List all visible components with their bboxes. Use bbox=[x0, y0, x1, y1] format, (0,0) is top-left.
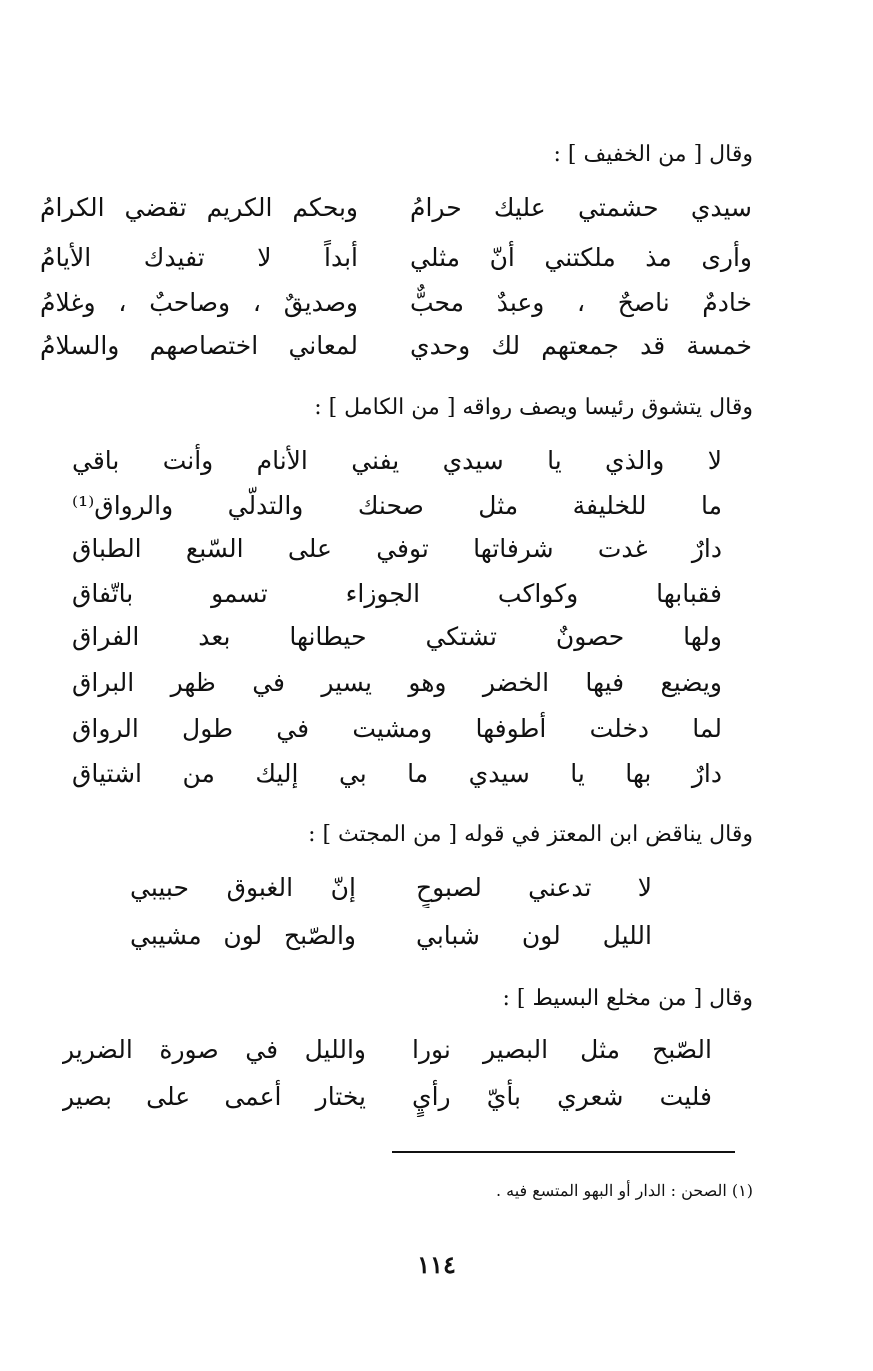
verse-hemistich-right: لا تدعني لصبوحٍ bbox=[416, 873, 652, 902]
verse-hemistich-left: والصّبح لون مشيبي bbox=[130, 921, 356, 950]
verse-hemistich-right: سيدي حشمتي عليك حرامُ bbox=[410, 193, 752, 222]
section-intro-mujtath: وقال يناقض ابن المعتز في قوله [ من المجتث ] : bbox=[308, 822, 753, 847]
verse-hemistich-right: خادمٌ ناصحٌ ، وعبدٌ محبٌّ bbox=[410, 288, 752, 317]
verse-line: دارٌ غدت شرفاتها توفي على السّبع الطباق bbox=[72, 534, 722, 563]
section-intro-khafif: وقال [ من الخفيف ] : bbox=[553, 142, 753, 167]
footnote-separator bbox=[392, 1151, 735, 1153]
section-intro-basit: وقال [ من مخلع البسيط ] : bbox=[502, 986, 753, 1011]
verse-line bbox=[130, 868, 652, 908]
verse-hemistich-left: أبداً لا تفيدك الأيامُ bbox=[40, 243, 358, 272]
page-number: ١١٤ bbox=[417, 1250, 456, 1279]
verse-hemistich-left: وبحكم الكريم تقضي الكرامُ bbox=[40, 193, 358, 222]
verse-line: ويضيع فيها الخضر وهو يسير في ظهر البراق bbox=[72, 668, 722, 697]
verse-line: دارٌ بها يا سيدي ما بي إليك من اشتياق bbox=[72, 759, 722, 788]
verse-line: لما دخلت أطوفها ومشيت في طول الرواق bbox=[72, 714, 722, 743]
verse-hemistich-right: الليل لون شبابي bbox=[416, 921, 652, 950]
verse-hemistich-left: لمعاني اختصاصهم والسلامُ bbox=[40, 331, 358, 360]
verse-line bbox=[40, 326, 752, 366]
verse-hemistich-right: الصّبح مثل البصير نورا bbox=[412, 1035, 712, 1064]
section-intro-kamil: وقال يتشوق رئيسا ويصف رواقه [ من الكامل ] : bbox=[314, 395, 753, 420]
verse-line: ما للخليفة مثل صحنك والتدلّي والرواق⁽¹⁾ bbox=[72, 491, 722, 520]
verse-line bbox=[62, 1077, 712, 1117]
verse-hemistich-left: والليل في صورة الضرير bbox=[62, 1035, 366, 1064]
verse-line: ولها حصونٌ تشتكي حيطانها بعد الفراق bbox=[72, 622, 722, 651]
verse-line bbox=[62, 1030, 712, 1070]
verse-line bbox=[40, 283, 752, 323]
verse-line bbox=[40, 238, 752, 278]
verse-line: لا والذي يا سيدي يفني الأنام وأنت باقي bbox=[72, 446, 722, 475]
verse-line bbox=[130, 916, 652, 956]
footnote-text: (١) الصحن : الدار أو البهو المتسع فيه . bbox=[495, 1181, 753, 1200]
verse-hemistich-left: إنّ الغبوق حبيبي bbox=[130, 873, 356, 902]
verse-line bbox=[40, 188, 752, 228]
verse-hemistich-right: فليت شعري بأيّ رأيٍ bbox=[412, 1082, 712, 1111]
verse-hemistich-right: وأرى مذ ملكتني أنّ مثلي bbox=[410, 243, 752, 272]
verse-hemistich-left: وصديقٌ ، وصاحبٌ ، وغلامُ bbox=[40, 288, 358, 317]
verse-hemistich-left: يختار أعمى على بصير bbox=[62, 1082, 366, 1111]
verse-line: فقبابها وكواكب الجوزاء تسمو باتّفاق bbox=[72, 579, 722, 608]
verse-hemistich-right: خمسة قد جمعتهم لك وحدي bbox=[410, 331, 752, 360]
